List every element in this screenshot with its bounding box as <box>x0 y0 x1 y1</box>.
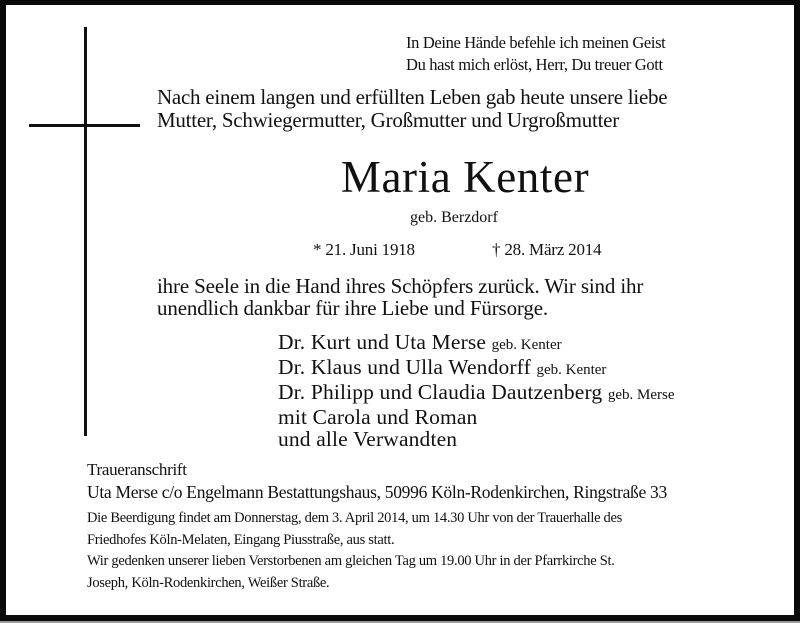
family-member-name: und alle Verwandten <box>278 427 458 451</box>
family-member-suffix: geb. Kenter <box>491 337 562 353</box>
family-member-suffix: geb. Kenter <box>536 362 607 378</box>
intro-line: Mutter, Schwiegermutter, Großmutter und Urgroßmutter <box>157 108 619 132</box>
message-line: unendlich dankbar für ihre Liebe und Fürsorge. <box>157 296 549 320</box>
birth-date: * 21. Juni 1918 <box>313 240 415 259</box>
message-line: ihre Seele in die Hand ihres Schöpfers zurück. Wir sind ihr <box>157 274 644 298</box>
family-member-name: Dr. Klaus und Ulla Wendorff <box>278 355 531 379</box>
message-text <box>157 275 643 319</box>
cross-vertical-bar <box>84 27 87 436</box>
family-member-name: Dr. Philipp und Claudia Dautzenberg <box>278 380 603 404</box>
family-member <box>278 356 675 381</box>
details-line: Friedhofes Köln-Melaten, Eingang Piusstraße, aus statt. <box>87 531 395 548</box>
family-member <box>278 406 675 428</box>
family-member-suffix: geb. Merse <box>607 387 675 403</box>
death-date: † 28. März 2014 <box>492 240 602 259</box>
funeral-details <box>87 508 622 594</box>
cross-horizontal-bar <box>29 124 140 127</box>
quote-line: In Deine Hände befehle ich meinen Geist <box>406 33 666 52</box>
intro-text <box>157 86 667 132</box>
details-line: Joseph, Köln-Rodenkirchen, Weißer Straße. <box>87 574 330 591</box>
details-line: Die Beerdigung findet am Donnerstag, dem 3. April 2014, um 14.30 Uhr von der Trauerhalle des <box>87 510 622 526</box>
quote-line: Du hast mich erlöst, Herr, Du treuer Gott <box>406 55 663 74</box>
family-member-name: mit Carola und Roman <box>278 405 478 429</box>
family-member <box>278 381 675 406</box>
family-member-name: Dr. Kurt und Uta Merse <box>278 330 487 354</box>
deceased-name: Maria Kenter <box>340 152 590 202</box>
bible-quote <box>406 32 665 76</box>
maiden-name: geb. Berzdorf <box>410 209 498 226</box>
family-list <box>278 331 675 450</box>
intro-line: Nach einem langen und erfüllten Leben gab heute unsere liebe <box>157 85 668 109</box>
family-member <box>278 331 675 356</box>
address-label: Traueranschrift <box>87 460 187 479</box>
family-member <box>278 428 675 450</box>
details-line: Wir gedenken unserer lieben Verstorbenen am gleichen Tag um 19.00 Uhr in der Pfarrkirche St. <box>87 553 615 569</box>
mourning-address: Uta Merse c/o Engelmann Bestattungshaus, 50996 Köln-Rodenkirchen, Ringstraße 33 <box>87 482 667 502</box>
